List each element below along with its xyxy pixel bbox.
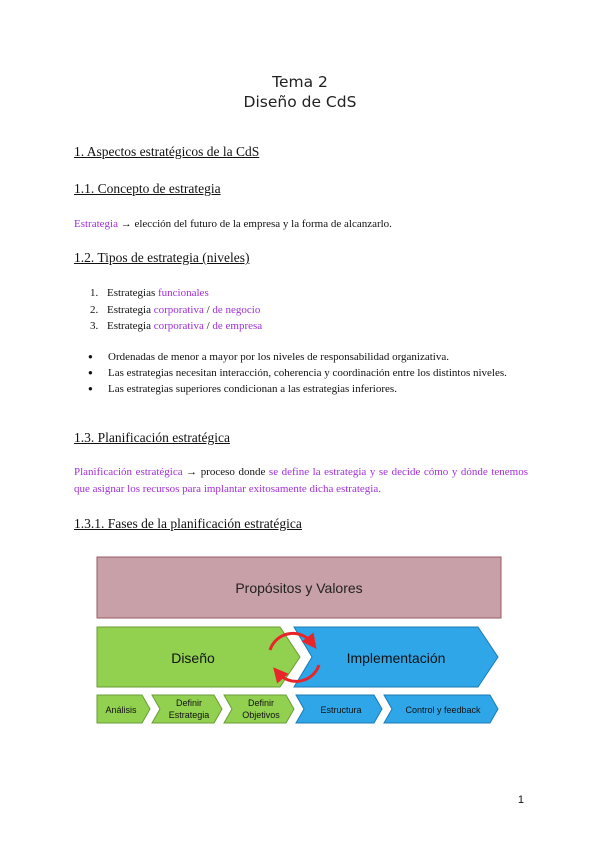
strategy-term: Estrategia xyxy=(74,218,118,230)
svg-text:Objetivos: Objetivos xyxy=(242,710,280,720)
planning-definition: Planificación estratégica → proceso donde se define la estrategia y se decide cómo y dónde tenemos que asignar los recursos para implantar exitosamente dicha estrategia. xyxy=(74,466,529,495)
svg-text:Estrategia: Estrategia xyxy=(168,710,210,720)
list-item: 1. Estrategias funcionales xyxy=(90,287,209,299)
purposes-values-label: Propósitos y Valores xyxy=(235,580,363,596)
design-phase-label: Diseño xyxy=(171,650,215,666)
strategy-definition xyxy=(74,218,392,230)
heading-section-1-2: 1.2. Tipos de estrategia (niveles) xyxy=(74,250,250,265)
title-line-2: Diseño de CdS xyxy=(243,93,357,111)
bullet-icon: ● xyxy=(88,368,93,377)
strategy-bullets xyxy=(88,349,528,397)
bullet-icon: ● xyxy=(88,352,93,361)
svg-text:Análisis: Análisis xyxy=(105,705,137,715)
svg-text:Definir: Definir xyxy=(247,698,275,708)
list-item: ● Las estrategias superiores condicionan a las estrategias inferiores. xyxy=(88,383,397,395)
heading-section-1-3: 1.3. Planificación estratégica xyxy=(74,430,230,445)
svg-text:Control y feedback: Control y feedback xyxy=(405,705,481,715)
list-item: ● Las estrategias necesitan interacción, coherencia y coordinación entre los distintos niveles. xyxy=(88,367,507,379)
heading-section-1-3-1: 1.3.1. Fases de la planificación estratégica xyxy=(74,516,302,531)
svg-text:Estructura: Estructura xyxy=(320,705,362,715)
bullet-icon: ● xyxy=(88,384,93,393)
heading-section-1-1: 1.1. Concepto de estrategia xyxy=(74,181,221,196)
page-title xyxy=(0,72,600,112)
list-item: 3. Estrategia corporativa / de empresa xyxy=(90,320,263,332)
strategy-levels-list xyxy=(90,285,262,335)
implementation-phase-label: Implementación xyxy=(346,650,446,666)
planning-term: Planificación estratégica xyxy=(74,466,183,478)
list-item: 2. Estrategia corporativa / de negocio xyxy=(90,303,261,316)
strategy-definition-text: → elección del futuro de la empresa y la forma de alcanzarlo. xyxy=(117,218,392,230)
heading-section-1: 1. Aspectos estratégicos de la CdS xyxy=(74,144,260,159)
title-line-1: Tema 2 xyxy=(272,73,328,91)
list-item: ● Ordenadas de menor a mayor por los niveles de responsabilidad organizativa. xyxy=(88,351,449,363)
svg-text:Definir: Definir xyxy=(175,698,203,708)
planning-phases-diagram xyxy=(90,555,510,730)
page-number: 1 xyxy=(517,794,524,806)
